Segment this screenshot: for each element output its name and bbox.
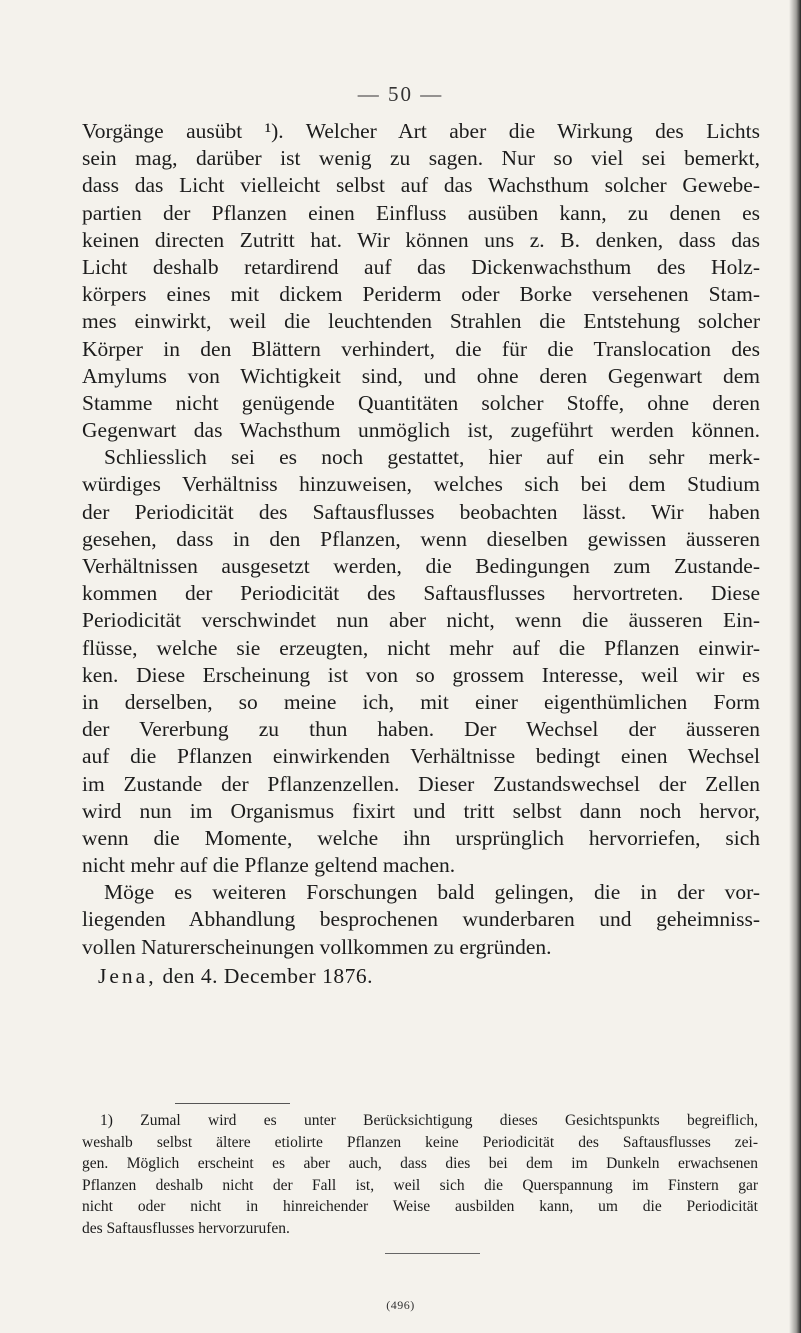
body-line: vollen Naturerscheinungen vollkommen zu ergründen. [82,934,552,959]
body-line: sein mag, darüber ist wenig zu sagen. Nur so viel sei bemerkt, [82,146,760,171]
body-line: Licht deshalb retardirend auf das Dickenwachsthum des Holz- [82,254,760,279]
footnote-line: weshalb selbst ältere etiolirte Pflanzen keine Periodicität des Saftausflusses zei- [82,1133,758,1151]
body-line: würdiges Verhältniss hinzuweisen, welches sich bei dem Studium [82,472,760,497]
body-line: wenn die Momente, welche ihn ursprünglich hervorriefen, sich [82,825,760,850]
body-line: Amylums von Wichtigkeit sind, und ohne deren Gegenwart dem [82,363,760,388]
body-line: Körper in den Blättern verhindert, die für die Translocation des [82,336,760,361]
body-line: Stamme nicht genügende Quantitäten solcher Stoffe, ohne deren [82,390,760,415]
body-line: im Zustande der Pflanzenzellen. Dieser Zustandswechsel der Zellen [82,771,760,796]
body-line: Schliesslich sei es noch gestattet, hier auf ein sehr merk- [104,445,760,470]
footnote-separator [175,1103,290,1104]
body-line: liegenden Abhandlung besprochenen wunderbaren und geheimniss- [82,907,760,932]
page-edge-shadow [789,0,801,1333]
body-line: nicht mehr auf die Pflanze geltend machen. [82,853,456,878]
end-rule [385,1253,480,1254]
footnote-line: gen. Möglich erscheint es aber auch, dass dies bei dem im Dunkeln erwachsenen [82,1155,758,1173]
body-line: gesehen, dass in den Pflanzen, wenn dieselben gewissen äusseren [82,526,760,551]
footnote-line: 1) Zumal wird es unter Berücksichtigung dieses Gesichtspunkts begreiflich, [100,1112,758,1129]
footnote [82,1110,758,1240]
body-line: mes einwirkt, weil die leuchtenden Strahlen die Entstehung solcher [82,309,760,334]
body-line: Möge es weiteren Forschungen bald gelingen, die in der vor- [104,880,760,905]
signature-date: den 4. December 1876. [162,963,373,988]
signature-place: Jena, [98,963,157,988]
body-line: keinen directen Zutritt hat. Wir können uns z. B. denken, dass das [82,227,760,252]
body-line: partien der Pflanzen einen Einfluss ausüben kann, zu denen es [82,200,760,225]
footnote-line: Pflanzen deshalb nicht der Fall ist, weil sich die Querspannung im Finstern gar [82,1176,758,1194]
body-text [82,118,760,991]
body-line: in derselben, so meine ich, mit einer eigenthümlichen Form [82,689,760,714]
body-line: Periodicität verschwindet nun aber nicht, wenn die äusseren Ein- [82,608,760,633]
body-line: Verhältnissen ausgesetzt werden, die Bedingungen zum Zustande- [82,554,760,578]
body-line: wird nun im Organismus fixirt und tritt selbst dann noch hervor, [82,798,760,823]
footnote-line: des Saftausflusses hervorzurufen. [82,1219,290,1237]
body-line: flüsse, welche sie erzeugten, nicht mehr auf die Pflanzen einwir- [82,635,760,660]
body-line: der Vererbung zu thun haben. Der Wechsel der äusseren [82,717,760,742]
body-line: der Periodicität des Saftausflusses beobachten lässt. Wir haben [82,499,760,524]
body-line: kommen der Periodicität des Saftausflusses hervortreten. Diese [82,581,760,606]
body-line: auf die Pflanzen einwirkenden Verhältnisse bedingt einen Wechsel [82,744,760,769]
footnote-line: nicht oder nicht in hinreichender Weise ausbilden kann, um die Periodicität [82,1198,758,1216]
body-line: Gegenwart das Wachsthum unmöglich ist, zugeführt werden können. [82,418,760,443]
body-line: dass das Licht vielleicht selbst auf das Wachsthum solcher Gewebe- [82,173,760,198]
body-line: körpers eines mit dickem Periderm oder Borke versehenen Stam- [82,282,760,307]
signature-mark: (496) [386,1298,415,1312]
body-line: Vorgänge ausübt ¹). Welcher Art aber die Wirkung des Lichts [82,119,760,143]
body-line: ken. Diese Erscheinung ist von so grossem Interesse, weil wir es [82,662,760,687]
signature [82,961,760,991]
page-number: — 50 — [357,82,444,106]
